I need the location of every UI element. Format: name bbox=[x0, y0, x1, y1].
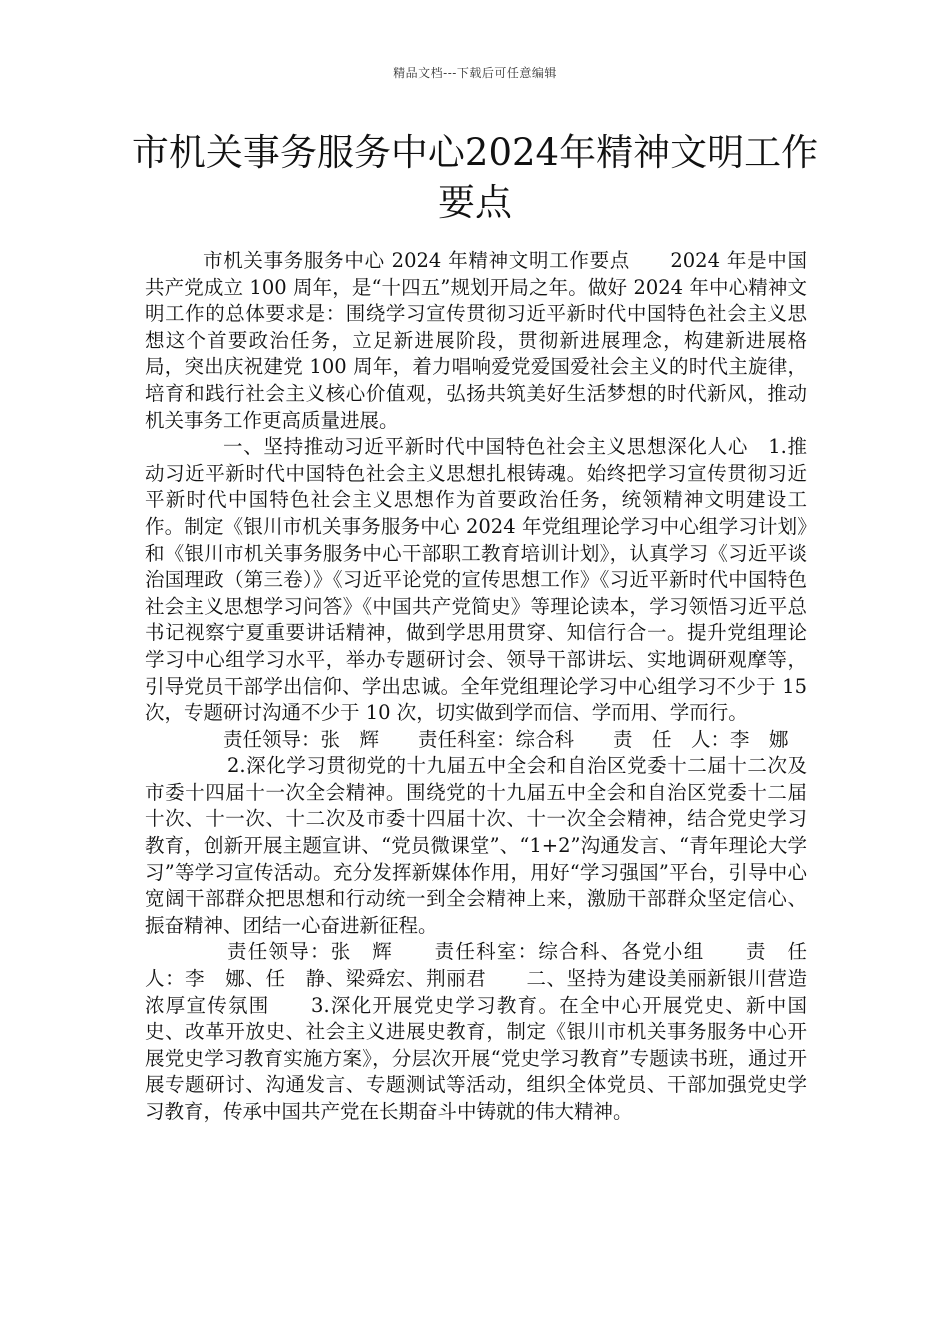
paragraph-responsibility-1: 责任领导：张 辉 责任科室：综合科 责 任 人：李 娜 bbox=[223, 727, 789, 751]
document-body bbox=[145, 248, 827, 1126]
paragraph-section-1: 一、坚持推动习近平新时代中国特色社会主义思想深化人心 1.推动习近平新时代中国特色社会主义思想扎根铸魂。始终把学习宣传贯彻习近平新时代中国特色社会主义思想作为首要政治任务，统领精神文明建设工作。制定《银川市机关事务服务中心 2024 年党组理论学习中心组学习计划》和《银川市机关事务服务中心干部职工教育培训计划》，认真学习《习近平谈治国理政（第三卷）》《习近平论党的宣传思想工作》《习近平新时代中国特色社会主义思想学习问答》《中国共产党简史》等理论读本，学习领悟习近平总书记视察宁夏重要讲话精神，做到学思用贯穿、知信行合一。提升党组理论学习中心组学习水平，举办专题研讨会、领导干部讲坛、实地调研观摩等，引导党员干部学出信仰、学出忠诚。全年党组理论学习中心组学习不少于 15 次，专题研讨沟通不少于 10 次，切实做到学而信、学而用、学而行。 bbox=[145, 435, 807, 725]
paragraph-responsibility-2: 责任领导：张 辉 责任科室：综合科、各党小组 责 任 人：李 娜、任 静、梁舜宏、荆丽君 二、坚持为建设美丽新银川营造浓厚宣传氛围 3.深化开展党史学习教育。在全中心开展党史、新中国史、改革开放史、社会主义进展史教育，制定《银川市机关事务服务中心开展党史学习教育实施方案》，分层次开展“党史学习教育”专题读书班，通过开展专题研讨、沟通发言、专题测试等活动，组织全体党员、干部加强党史学习教育，传承中国共产党在长期奋斗中铸就的伟大精神。 bbox=[145, 940, 827, 1123]
paragraph-item-2: 2.深化学习贯彻党的十九届五中全会和自治区党委十二届十二次及市委十四届十一次全会精神。围绕党的十九届五中全会和自治区党委十二届十次、十一次、十二次及市委十四届十次、十一次全会精神，结合党史学习教育，创新开展主题宣讲、“党员微课堂”、“1+2”沟通发言、“青年理论大学习”等学习宣传活动。充分发挥新媒体作用，用好“学习强国”平台，引导中心宽阔干部群众把思想和行动统一到全会精神上来，激励干部群众坚定信心、振奋精神、团结一心奋进新征程。 bbox=[145, 754, 807, 937]
document-title: 市机关事务服务中心2024年精神文明工作要点 bbox=[131, 131, 819, 224]
page-header-note: 精品文档---下载后可任意编辑 bbox=[393, 66, 557, 80]
paragraph-intro: 市机关事务服务中心 2024 年精神文明工作要点 2024 年是中国共产党成立 100 周年，是“十四五”规划开局之年。做好 2024 年中心精神文明工作的总体要求是：围绕学习宣传贯彻习近平新时代中国特色社会主义思想这个首要政治任务，立足新进展阶段，贯彻新进展理念，构建新进展格局，突出庆祝建党 100 周年，着力唱响爱党爱国爱社会主义的时代主旋律，培育和践行社会主义核心价值观，弘扬共筑美好生活梦想的时代新风，推动机关事务工作更高质量进展。 bbox=[145, 249, 807, 432]
